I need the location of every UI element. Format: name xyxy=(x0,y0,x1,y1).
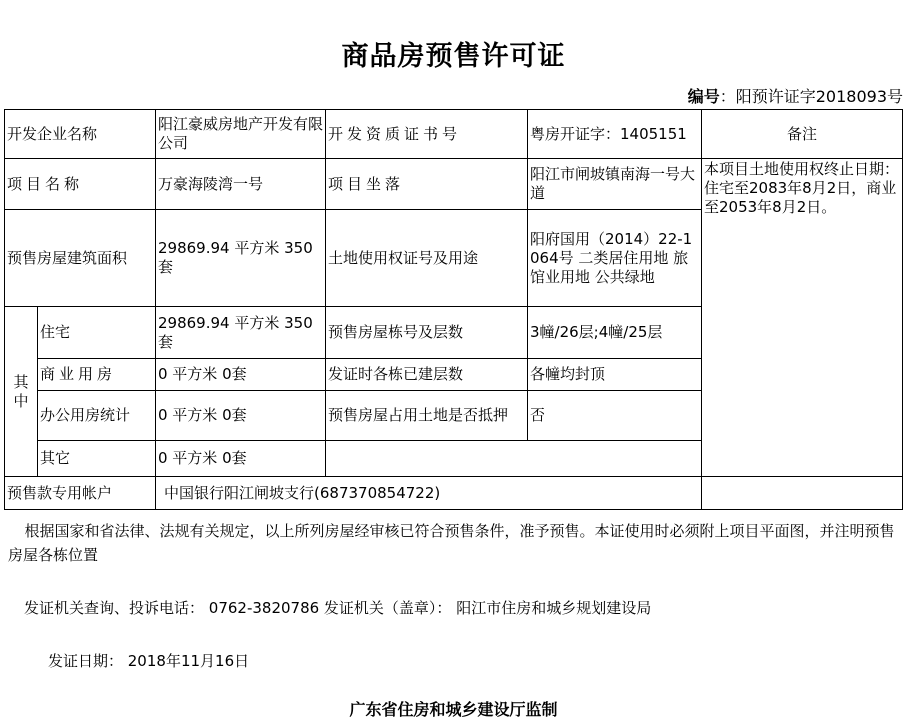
buildings-value: 3幢/26层;4幢/25层 xyxy=(528,307,702,359)
document-title: 商品房预售许可证 xyxy=(341,41,566,72)
developer-value: 阳江豪威房地产开发有限公司 xyxy=(156,110,326,159)
serial-number xyxy=(688,84,903,107)
qualification-label: 开发资质证书号 xyxy=(326,110,528,159)
location-label: 项目坐落 xyxy=(326,159,528,210)
empty-cell xyxy=(326,441,702,477)
office-label: 办公用房统计 xyxy=(38,391,156,441)
remarks-value: 本项目土地使用权终止日期：住宅至2083年8月2日，商业至2053年8月2日。 xyxy=(702,159,903,477)
commercial-label: 商业用房 xyxy=(38,359,156,391)
residential-value: 29869.94 平方米 350套 xyxy=(156,307,326,359)
location-value: 阳江市闸坡镇南海一号大道 xyxy=(528,159,702,210)
presale-area-value: 29869.94 平方米 350套 xyxy=(156,210,326,307)
legal-paragraph: 根据国家和省法律、法规有关规定，以上所列房屋经审核已符合预售条件，准予预售。本证使用时必须附上项目平面图，并注明预售房屋各栋位置 xyxy=(8,522,895,564)
buildings-label: 预售房屋栋号及层数 xyxy=(326,307,528,359)
residential-label: 住宅 xyxy=(38,307,156,359)
built-floors-value: 各幢均封顶 xyxy=(528,359,702,391)
commercial-value: 0 平方米 0套 xyxy=(156,359,326,391)
supervisor-footer: 广东省住房和城乡建设厅监制 xyxy=(349,700,558,719)
built-floors-label: 发证时各栋已建层数 xyxy=(326,359,528,391)
serial-value: ：阳预许证字2018093号 xyxy=(719,87,903,106)
serial-label: 编号 xyxy=(687,87,720,106)
permit-table xyxy=(4,109,903,510)
qualification-value: 粤房开证字：1405151 xyxy=(528,110,702,159)
land-cert-value: 阳府国用（2014）22-1064号 二类居住用地 旅馆业用地 公共绿地 xyxy=(528,210,702,307)
mortgage-label: 预售房屋占用土地是否抵押 xyxy=(326,391,528,441)
project-name-label: 项目名称 xyxy=(5,159,156,210)
account-label: 预售款专用帐户 xyxy=(5,477,156,510)
account-value: 中国银行阳江闸坡支行(687370854722) xyxy=(156,477,702,510)
developer-label: 开发企业名称 xyxy=(5,110,156,159)
land-cert-label: 土地使用权证号及用途 xyxy=(326,210,528,307)
account-remarks-cell xyxy=(702,477,903,510)
inquiry-phone-line: 发证机关查询、投诉电话： 0762-3820786 发证机关（盖章）： 阳江市住房和城乡规划建设局 xyxy=(24,599,652,617)
remarks-label: 备注 xyxy=(702,110,903,159)
project-name-value: 万豪海陵湾一号 xyxy=(156,159,326,210)
office-value: 0 平方米 0套 xyxy=(156,391,326,441)
of-which-label xyxy=(5,307,38,477)
other-value: 0 平方米 0套 xyxy=(156,441,326,477)
of-which-text: 其中 xyxy=(13,372,29,410)
presale-area-label: 预售房屋建筑面积 xyxy=(5,210,156,307)
issue-date-line: 发证日期： 2018年11月16日 xyxy=(48,652,250,670)
mortgage-value: 否 xyxy=(528,391,702,441)
other-label: 其它 xyxy=(38,441,156,477)
